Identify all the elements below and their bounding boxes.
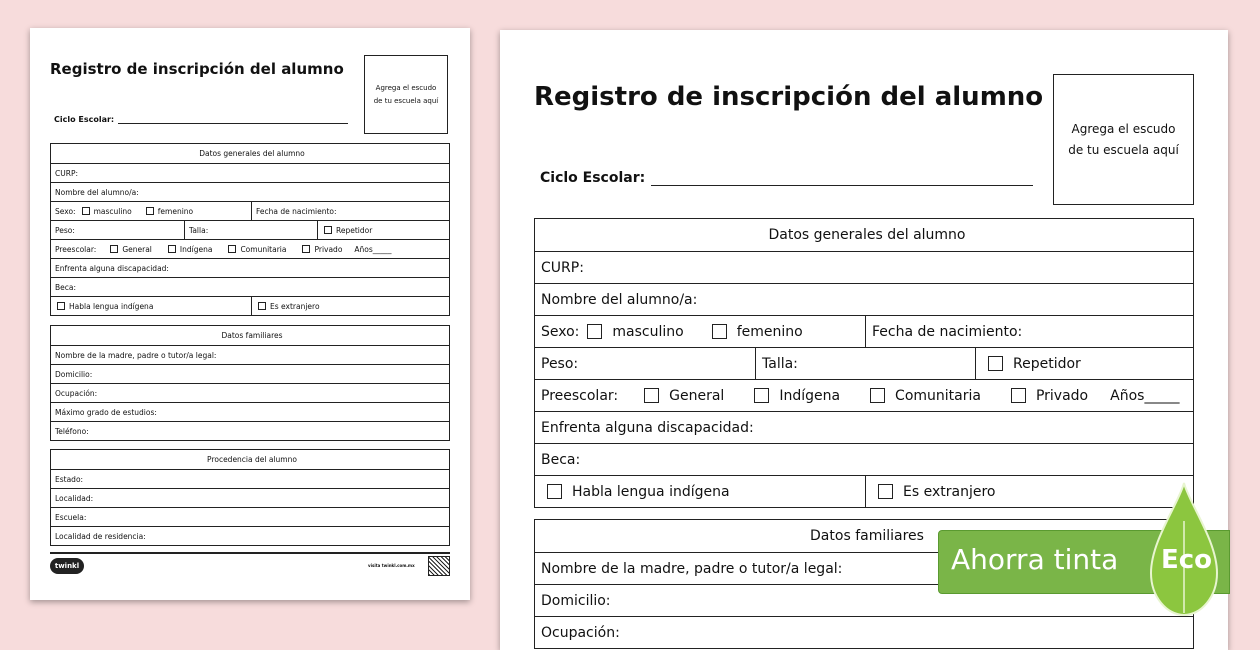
checkbox-icon bbox=[644, 388, 659, 403]
repeater-field bbox=[975, 348, 1193, 379]
indigenous-label: Indígena bbox=[179, 244, 213, 254]
student-name-field: Nombre del alumno/a: bbox=[541, 291, 698, 308]
checkbox-icon bbox=[302, 245, 310, 253]
ciclo-escolar-field bbox=[540, 170, 1033, 186]
checkbox-icon bbox=[1011, 388, 1026, 403]
checkbox-icon bbox=[870, 388, 885, 403]
education-field: Máximo grado de estudios: bbox=[55, 407, 157, 417]
community-label: Comunitaria bbox=[895, 387, 981, 404]
scholarship-field: Beca: bbox=[55, 282, 77, 292]
twinkl-logo: twinkl bbox=[50, 558, 84, 574]
document-title: Registro de inscripción del alumno bbox=[534, 82, 1044, 112]
indigenous-language-label: Habla lengua indígena bbox=[69, 301, 154, 311]
weight-field: Peso: bbox=[55, 225, 75, 235]
crest-text: Agrega el escudo de tu escuela aquí bbox=[1068, 121, 1179, 157]
years-label: Años_____ bbox=[354, 244, 392, 254]
occupation-field: Ocupación: bbox=[541, 624, 620, 641]
foreigner-label: Es extranjero bbox=[270, 301, 320, 311]
repeater-field bbox=[317, 221, 449, 239]
document-title: Registro de inscripción del alumno bbox=[50, 60, 344, 78]
ciclo-escolar-field bbox=[54, 114, 348, 124]
checkbox-icon bbox=[754, 388, 769, 403]
disability-field: Enfrenta alguna discapacidad: bbox=[541, 419, 754, 436]
table-header: Datos generales del alumno bbox=[768, 227, 966, 243]
private-label: Privado bbox=[1035, 387, 1089, 404]
scholarship-field: Beca: bbox=[541, 451, 581, 468]
private-label: Privado bbox=[314, 244, 343, 254]
checkbox-icon bbox=[146, 207, 154, 215]
crest-text: Agrega el escudo de tu escuela aquí bbox=[373, 83, 439, 105]
locality-field: Localidad: bbox=[55, 493, 94, 503]
student-name-field: Nombre del alumno/a: bbox=[55, 187, 139, 197]
checkbox-icon bbox=[547, 484, 562, 499]
preschool-field bbox=[535, 380, 1193, 411]
height-field: Talla: bbox=[755, 348, 975, 379]
origin-data-table bbox=[50, 449, 450, 546]
ciclo-label: Ciclo Escolar: bbox=[54, 115, 115, 124]
address-field: Domicilio: bbox=[541, 592, 611, 609]
guardian-field: Nombre de la madre, padre o tutor/a legal: bbox=[55, 350, 217, 360]
female-label: femenino bbox=[157, 206, 194, 216]
community-label: Comunitaria bbox=[240, 244, 287, 254]
address-field: Domicilio: bbox=[55, 369, 93, 379]
ciclo-line bbox=[651, 171, 1033, 186]
male-label: masculino bbox=[612, 323, 684, 340]
repeater-label: Repetidor bbox=[1013, 355, 1081, 372]
foreigner-label: Es extranjero bbox=[903, 483, 996, 500]
residence-field: Localidad de residencia: bbox=[55, 531, 146, 541]
general-data-table bbox=[50, 143, 450, 316]
indigenous-language-label: Habla lengua indígena bbox=[572, 483, 730, 500]
disability-field: Enfrenta alguna discapacidad: bbox=[55, 263, 169, 273]
height-field: Talla: bbox=[184, 221, 317, 239]
indigenous-language-field bbox=[51, 297, 251, 315]
general-label: General bbox=[669, 387, 725, 404]
table-header: Datos familiares bbox=[810, 528, 924, 544]
checkbox-icon bbox=[712, 324, 727, 339]
sex-label: Sexo: bbox=[55, 206, 76, 216]
guardian-field: Nombre de la madre, padre o tutor/a legal: bbox=[541, 560, 843, 577]
table-header: Datos generales del alumno bbox=[199, 149, 305, 158]
crest-placeholder bbox=[1053, 74, 1194, 205]
checkbox-icon bbox=[110, 245, 118, 253]
checkbox-icon bbox=[82, 207, 90, 215]
preschool-field bbox=[51, 240, 449, 258]
general-data-table bbox=[534, 218, 1194, 508]
checkbox-icon bbox=[258, 302, 266, 310]
curp-field: CURP: bbox=[55, 168, 78, 178]
eco-badge-label: Ahorra tinta bbox=[951, 543, 1119, 576]
curp-field: CURP: bbox=[541, 259, 584, 276]
female-label: femenino bbox=[736, 323, 803, 340]
indigenous-label: Indígena bbox=[779, 387, 841, 404]
family-data-table bbox=[50, 325, 450, 441]
checkbox-icon bbox=[878, 484, 893, 499]
eco-badge-eco: Eco bbox=[1161, 545, 1213, 575]
repeater-label: Repetidor bbox=[336, 225, 373, 235]
school-field: Escuela: bbox=[55, 512, 87, 522]
sex-label: Sexo: bbox=[541, 323, 580, 340]
years-label: Años_____ bbox=[1110, 387, 1180, 404]
sheet-footer bbox=[50, 552, 450, 578]
foreigner-field bbox=[251, 297, 449, 315]
eco-ink-saver-badge bbox=[938, 530, 1230, 594]
sex-field bbox=[51, 202, 251, 220]
occupation-field: Ocupación: bbox=[55, 388, 98, 398]
ciclo-line bbox=[118, 114, 348, 124]
table-header: Procedencia del alumno bbox=[207, 455, 297, 464]
ciclo-label: Ciclo Escolar: bbox=[540, 170, 646, 186]
preschool-label: Preescolar: bbox=[55, 244, 97, 254]
general-label: General bbox=[122, 244, 152, 254]
male-label: masculino bbox=[93, 206, 132, 216]
checkbox-icon bbox=[988, 356, 1003, 371]
checkbox-icon bbox=[587, 324, 602, 339]
weight-field: Peso: bbox=[541, 355, 579, 372]
preview-sheet-thumbnail bbox=[30, 28, 470, 600]
table-header: Datos familiares bbox=[221, 331, 283, 340]
checkbox-icon bbox=[168, 245, 176, 253]
checkbox-icon bbox=[57, 302, 65, 310]
phone-field: Teléfono: bbox=[55, 426, 89, 436]
foreigner-field bbox=[865, 476, 1193, 507]
birthdate-field: Fecha de nacimiento: bbox=[251, 202, 449, 220]
crest-placeholder bbox=[364, 55, 448, 134]
footer-badge-icon bbox=[428, 556, 450, 576]
indigenous-language-field bbox=[535, 476, 865, 507]
footer-url: visita twinkl.com.mx bbox=[368, 563, 415, 568]
state-field: Estado: bbox=[55, 474, 84, 484]
checkbox-icon bbox=[324, 226, 332, 234]
checkbox-icon bbox=[228, 245, 236, 253]
sex-field bbox=[535, 316, 865, 347]
birthdate-field: Fecha de nacimiento: bbox=[865, 316, 1193, 347]
preschool-label: Preescolar: bbox=[541, 387, 619, 404]
